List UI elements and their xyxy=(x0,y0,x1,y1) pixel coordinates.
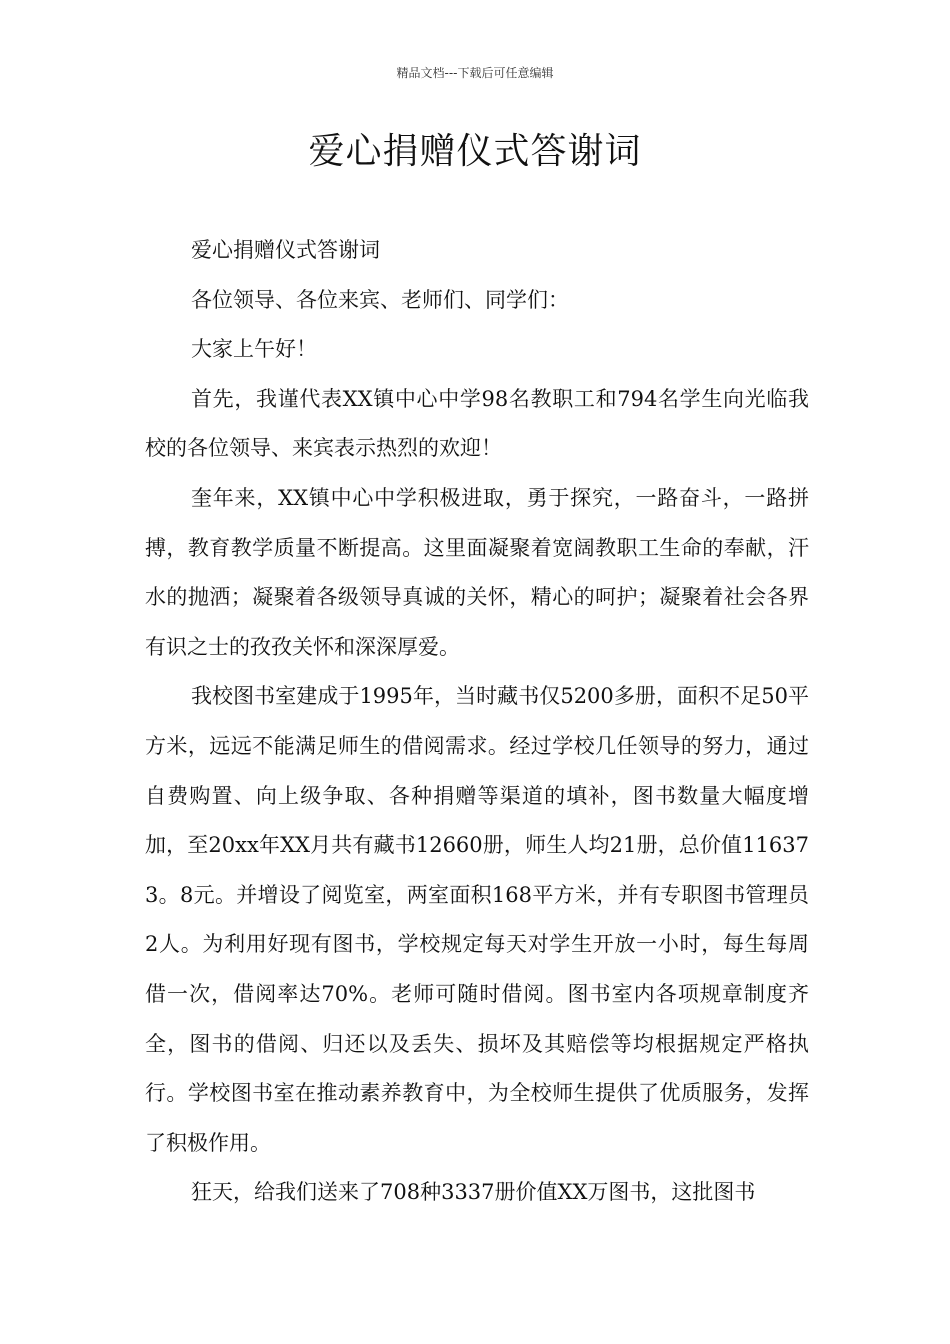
paragraph-subtitle: 爱心捐赠仪式答谢词 xyxy=(191,238,380,262)
document-body xyxy=(145,226,809,1218)
paragraph-greeting: 大家上午好！ xyxy=(191,337,317,362)
paragraph-donation: 狂天，给我们送来了708种3337册价值XX万图书，这批图书 xyxy=(191,1180,756,1205)
paragraph-school-progress: 奎年来，XX镇中心中学积极进取，勇于探究，一路奋斗，一路拼搏，教育教学质量不断提高。这里面凝聚着宽阔教职工生命的奉献，汗水的抛洒；凝聚着各级领导真诚的关怀，精心的呵护；凝聚着社会各界有识之士的孜孜关怀和深深厚爱。 xyxy=(145,485,809,659)
paragraph-welcome: 首先，我谨代表XX镇中心中学98名教职工和794名学生向光临我校的各位领导、来宾表示热烈的欢迎！ xyxy=(145,386,809,461)
paragraph-salutation: 各位领导、各位来宾、老师们、同学们： xyxy=(191,287,569,312)
paragraph-library-history: 我校图书室建成于1995年，当时藏书仅5200多册，面积不足50平方米，远远不能满足师生的借阅需求。经过学校几任领导的努力，通过自费购置、向上级争取、各种捐赠等渠道的填补，图书数量大幅度增加，至20xx年XX月共有藏书12660册，师生人均21册，总价值116373。8元。并增设了阅览室，两室面积168平方米，并有专职图书管理员2人。为利用好现有图书，学校规定每天对学生开放一小时，每生每周借一次，借阅率达70%。老师可随时借阅。图书室内各项规章制度齐全，图书的借阅、归还以及丢失、损坏及其赔偿等均根据规定严格执行。学校图书室在推动素养教育中，为全校师生提供了优质服务，发挥了积极作用。 xyxy=(145,684,809,1155)
header-note: 精品文档---下载后可任意编辑 xyxy=(396,66,554,80)
document-title: 爱心捐赠仪式答谢词 xyxy=(308,131,642,172)
